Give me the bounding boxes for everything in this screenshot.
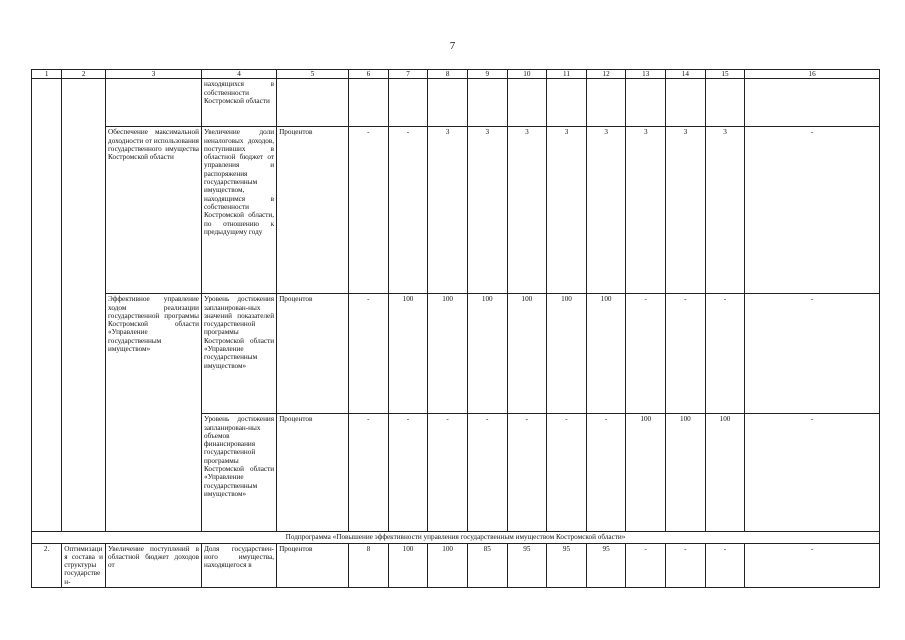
- value-cell: 8: [349, 543, 389, 587]
- value-cell: -: [547, 414, 587, 532]
- value-cell: 3: [467, 127, 507, 294]
- column-header: 12: [586, 70, 626, 79]
- value-cell: 100: [507, 294, 547, 414]
- value-cell: -: [428, 414, 468, 532]
- table-row: [32, 294, 880, 414]
- indicator-cell: находящихся в собственности Костромской области: [201, 79, 276, 127]
- column-header: 2: [62, 70, 106, 79]
- value-cell: -: [666, 543, 706, 587]
- subprogram-title: Подпрограмма «Повышение эффективности управления государственным имуществом Костромской области»: [32, 532, 880, 543]
- task-cell: [62, 79, 106, 532]
- unit-cell: Процентов: [277, 543, 349, 587]
- column-header: 14: [666, 70, 706, 79]
- column-header: 11: [547, 70, 587, 79]
- goal-cell: Увеличение поступлений в областной бюджет доходов от: [106, 543, 202, 587]
- goal-cell: Эффективное управление ходом реализации государственной программы Костромской области «Управление государственным имуществом»: [106, 294, 202, 532]
- value-cell: -: [745, 294, 880, 414]
- column-header: 8: [428, 70, 468, 79]
- task-cell: Оптимизация состава и структуры государствен-: [62, 543, 106, 587]
- column-header: 4: [201, 70, 276, 79]
- value-cell: -: [666, 294, 706, 414]
- value-cell: 100: [547, 294, 587, 414]
- value-cell: 3: [428, 127, 468, 294]
- value-cell: 95: [507, 543, 547, 587]
- value-cell: -: [705, 543, 745, 587]
- value-cell: 3: [626, 127, 666, 294]
- value-cell: 3: [507, 127, 547, 294]
- value-cell: -: [586, 414, 626, 532]
- page-number: 7: [449, 40, 456, 52]
- goal-cell: Обеспечение максимальной доходности от использования государственного имущества Костромской области: [106, 127, 202, 294]
- value-cell: -: [745, 414, 880, 532]
- unit-cell: Процентов: [277, 127, 349, 294]
- unit-cell: Процентов: [277, 414, 349, 532]
- value-cell: 100: [428, 543, 468, 587]
- value-cell: 95: [547, 543, 587, 587]
- value-cell: -: [349, 414, 389, 532]
- value-cell: 3: [666, 127, 706, 294]
- value-cell: 100: [467, 294, 507, 414]
- goal-cell: [106, 79, 202, 127]
- value-cell: -: [388, 127, 428, 294]
- column-number-row: [32, 70, 880, 79]
- value-cell: -: [705, 294, 745, 414]
- value-cell: 100: [428, 294, 468, 414]
- column-header: 3: [106, 70, 202, 79]
- indicator-cell: Уровень достижения запланирован-ных значений показателей государственной программы Костромской области «Управление государственным имуществом»: [201, 294, 276, 414]
- value-cell: -: [745, 127, 880, 294]
- unit-cell: Процентов: [277, 294, 349, 414]
- value-cell: -: [388, 414, 428, 532]
- indicator-cell: Уровень достижения запланирован-ных объемов финансирования государственной программы Костромской области «Управление государственным имуществом»: [201, 414, 276, 532]
- value-cell: -: [507, 414, 547, 532]
- value-cell: 3: [586, 127, 626, 294]
- table-row: [32, 543, 880, 587]
- column-header: 16: [745, 70, 880, 79]
- indicator-cell: Увеличение доли неналоговых доходов, поступивших в областной бюджет от управления и распоряжения государственным имуществом, находящимся в собственности Костромской области, по отношению к предыдущему году: [201, 127, 276, 294]
- value-cell: 85: [467, 543, 507, 587]
- value-cell: 100: [705, 414, 745, 532]
- value-cell: 3: [705, 127, 745, 294]
- column-header: 9: [467, 70, 507, 79]
- column-header: 13: [626, 70, 666, 79]
- column-header: 1: [32, 70, 62, 79]
- subprogram-row: [32, 532, 880, 543]
- row-number-cell: [32, 79, 62, 532]
- value-cell: -: [349, 127, 389, 294]
- value-cell: 100: [586, 294, 626, 414]
- value-cell: 100: [626, 414, 666, 532]
- row-number-cell: 2.: [32, 543, 62, 587]
- value-cell: -: [745, 543, 880, 587]
- value-cell: -: [349, 294, 389, 414]
- column-header: 6: [349, 70, 389, 79]
- value-cell: 3: [547, 127, 587, 294]
- value-cell: -: [626, 294, 666, 414]
- column-header: 15: [705, 70, 745, 79]
- unit-cell: [277, 79, 349, 127]
- value-cell: 100: [388, 543, 428, 587]
- indicator-cell: Доля государствен-ного имущества, находящегося в: [201, 543, 276, 587]
- value-cell: 100: [388, 294, 428, 414]
- table-row: [32, 127, 880, 294]
- column-header: 10: [507, 70, 547, 79]
- value-cell: 100: [666, 414, 706, 532]
- column-header: 5: [277, 70, 349, 79]
- column-header: 7: [388, 70, 428, 79]
- value-cell: -: [626, 543, 666, 587]
- value-cell: -: [467, 414, 507, 532]
- indicators-table: [31, 69, 880, 588]
- table-row: [32, 79, 880, 127]
- value-cell: 95: [586, 543, 626, 587]
